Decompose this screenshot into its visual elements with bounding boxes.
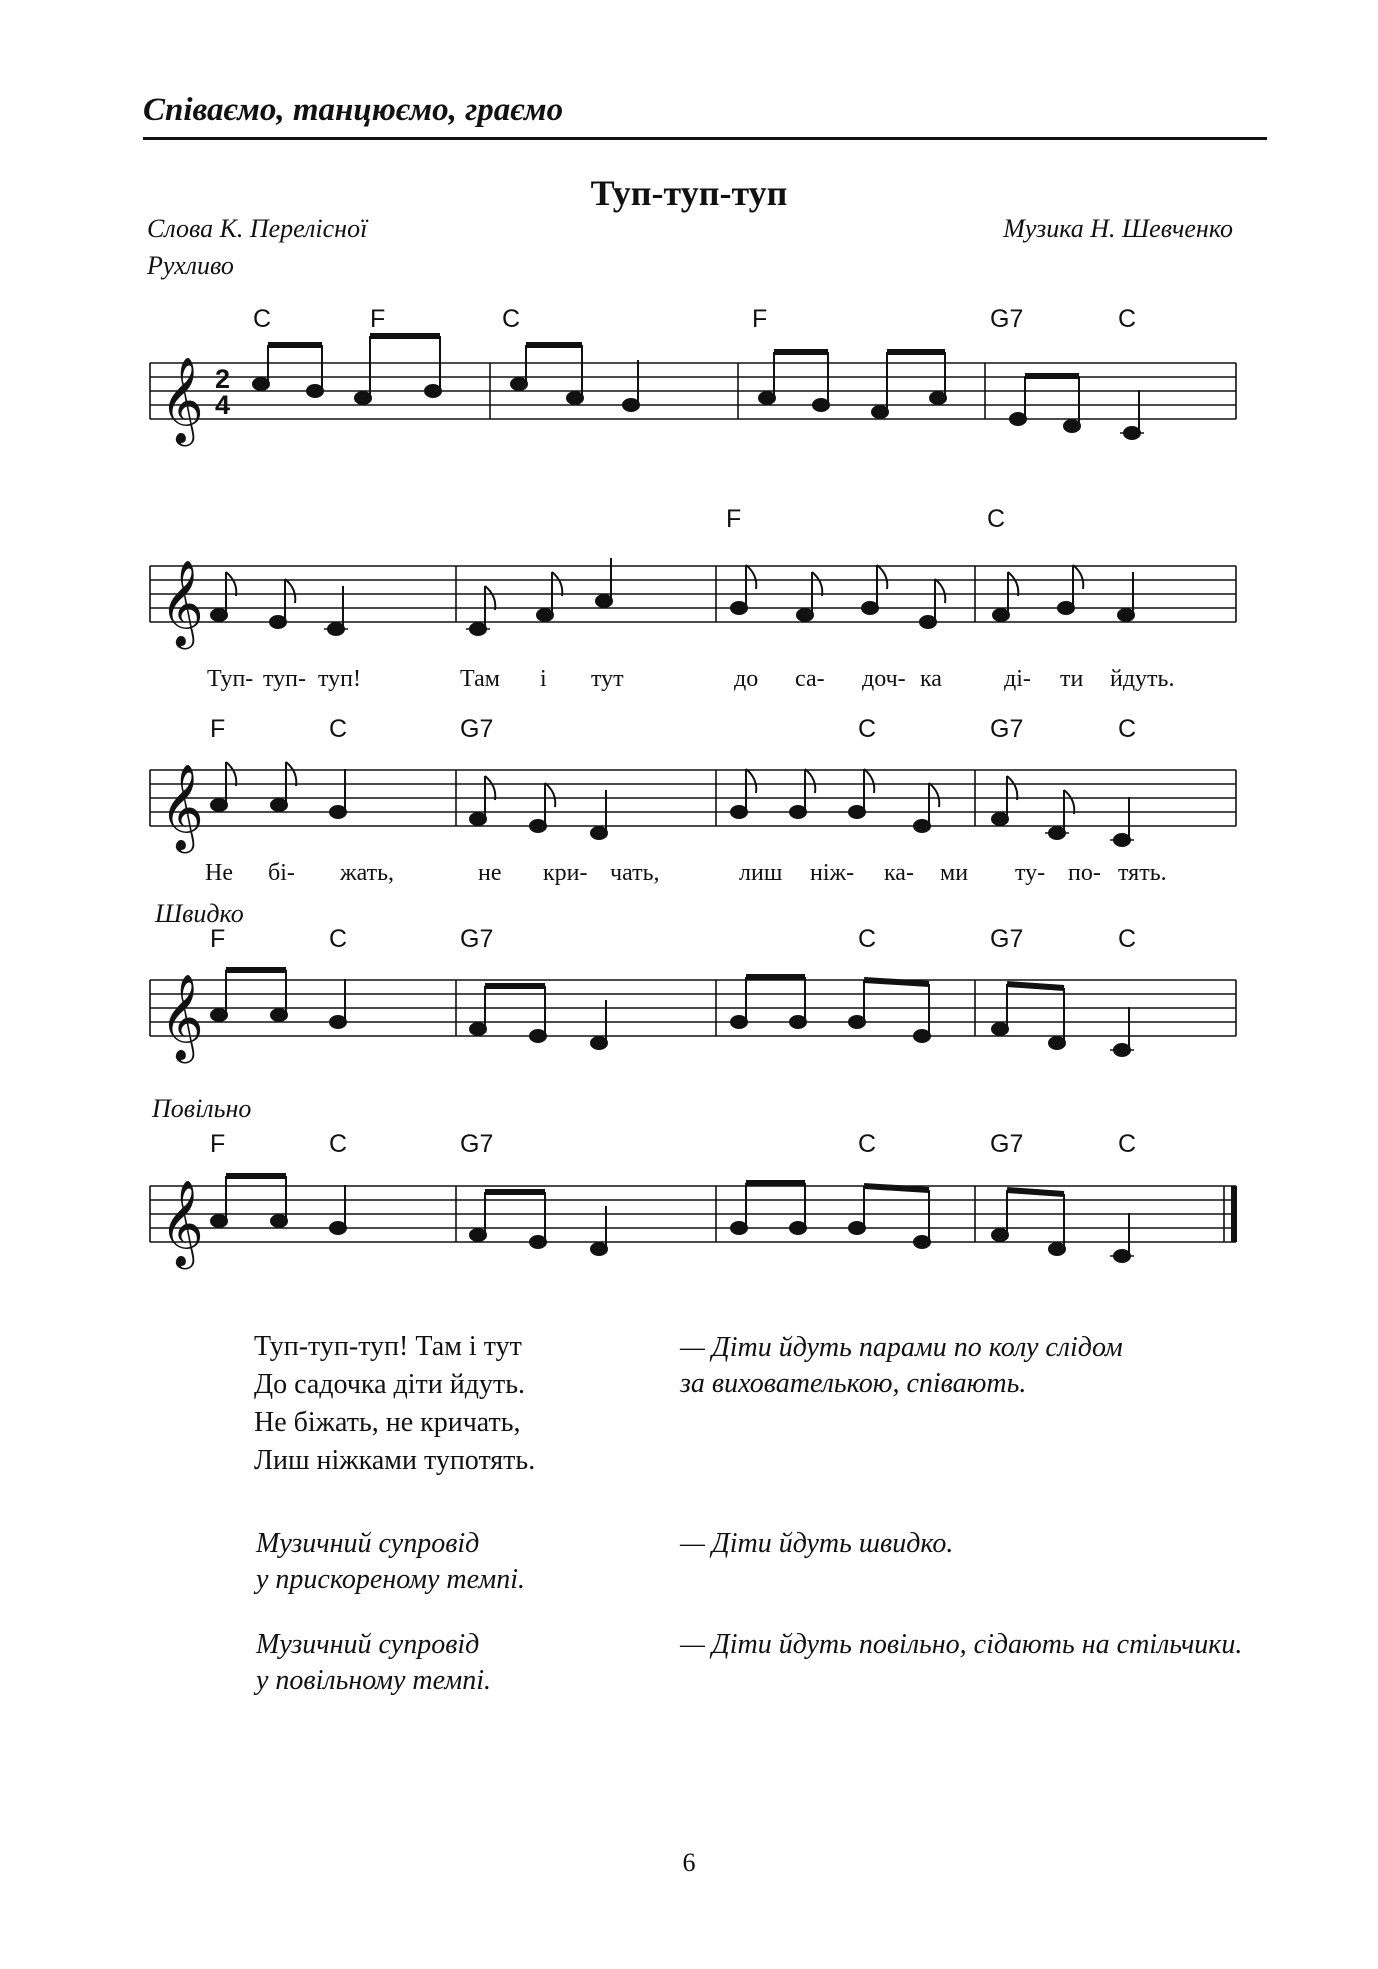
notes-staff-5 [211, 1176, 1134, 1262]
section-header: Співаємо, танцюємо, граємо [143, 92, 564, 128]
treble-clef: 𝄞 [160, 1181, 204, 1264]
chord: G7 [990, 925, 1024, 953]
treble-clef: 𝄞 [160, 358, 204, 441]
tempo-marking: Швидко [155, 899, 244, 928]
lyric-syllable: ніж- [810, 860, 855, 886]
staff-5 [150, 1186, 1236, 1242]
lyric-syllable: жать, [340, 860, 395, 886]
chord: C [987, 505, 1006, 533]
lyric-syllable: по- [1068, 860, 1101, 886]
lyric-syllable: чать, [610, 860, 660, 886]
page-number: 6 [682, 1848, 696, 1877]
lyric-syllable: йдуть. [1110, 666, 1175, 692]
verse-line: Лиш ніжками тупотять. [254, 1445, 536, 1476]
lyric-syllable: Туп- [207, 666, 254, 692]
instruction-line: у прискореному темпі. [256, 1564, 526, 1595]
chord: F [370, 305, 386, 333]
instruction-line: у повільному темпі. [256, 1665, 492, 1696]
instruction-1-action: — Діти йдуть швидко. [680, 1528, 954, 1559]
lyric-syllable: ка- [884, 860, 914, 886]
instruction-line: Музичний супровід [256, 1528, 480, 1559]
lyric-syllable: бі- [268, 860, 295, 886]
chord: G7 [460, 715, 494, 743]
instruction-line: Музичний супровід [256, 1629, 480, 1660]
chord: C [858, 925, 877, 953]
lyric-syllable: Не [205, 860, 233, 886]
notes-staff-4 [211, 970, 1134, 1056]
chord: G7 [990, 1130, 1024, 1158]
lyric-syllable: доч- [862, 666, 906, 692]
verse-line: Не біжать, не кричать, [254, 1407, 521, 1438]
lyric-syllable: до [734, 666, 759, 692]
time-sig-bottom: 4 [215, 390, 231, 420]
chord: F [752, 305, 768, 333]
action-line: — Діти йдуть парами по колу слідом [680, 1332, 1123, 1363]
chord: F [726, 505, 742, 533]
chord: C [1118, 1130, 1137, 1158]
chord: G7 [990, 715, 1024, 743]
chord: F [210, 1130, 226, 1158]
chord: C [502, 305, 521, 333]
instruction-1 [256, 1526, 525, 1598]
action-line: за вихователькою, співають. [680, 1368, 1027, 1399]
verse-action [680, 1330, 1123, 1402]
lyric-syllable: са- [795, 666, 825, 692]
lyric-syllable: туп- [263, 666, 307, 692]
chord: C [1118, 925, 1137, 953]
tempo-marking: Повільно [152, 1094, 252, 1123]
notes-staff-2 [211, 558, 1134, 635]
chord: C [858, 715, 877, 743]
lyric-syllable: і [540, 666, 547, 692]
treble-clef: 𝄞 [160, 765, 204, 848]
staff-3 [150, 770, 1236, 826]
lyric-syllable: тять. [1118, 860, 1167, 886]
instruction-2 [256, 1627, 491, 1699]
chord: G7 [460, 925, 494, 953]
verse-block [254, 1328, 535, 1480]
notes-staff-1 [253, 336, 1144, 439]
chord: F [210, 925, 226, 953]
verse-line: До садочка діти йдуть. [254, 1369, 525, 1400]
notes-staff-3 [211, 762, 1134, 846]
chord: C [858, 1130, 877, 1158]
lyric-syllable: ка [920, 666, 942, 692]
lyric-syllable: туп! [318, 666, 362, 692]
lyric-syllable: кри- [543, 860, 588, 886]
lyric-syllable: ту- [1015, 860, 1046, 886]
lyric-syllable: ми [940, 860, 969, 886]
chord: C [1118, 305, 1137, 333]
chord: C [329, 1130, 348, 1158]
chord: C [329, 925, 348, 953]
chord: C [1118, 715, 1137, 743]
chord: F [210, 715, 226, 743]
song-title: Туп-туп-туп [590, 173, 788, 213]
lyric-syllable: не [478, 860, 502, 886]
composer: Музика Н. Шевченко [1003, 214, 1233, 243]
tempo-marking: Рухливо [147, 251, 234, 280]
treble-clef: 𝄞 [160, 975, 204, 1058]
lyric-syllable: тут [591, 666, 624, 692]
treble-clef: 𝄞 [160, 561, 204, 644]
chord: C [253, 305, 272, 333]
lyric-syllable: Там [460, 666, 500, 692]
time-sig-top: 2 [215, 364, 231, 394]
verse-line: Туп-туп-туп! Там і тут [254, 1331, 522, 1362]
lyricist: Слова К. Перелісної [147, 214, 368, 243]
chord: C [329, 715, 348, 743]
staff-4 [150, 980, 1236, 1036]
chord: G7 [460, 1130, 494, 1158]
lyric-syllable: ти [1060, 666, 1084, 692]
chord: G7 [990, 305, 1024, 333]
instruction-2-action: — Діти йдуть повільно, сідають на стільчики. [680, 1629, 1243, 1660]
lyric-syllable: лиш [739, 860, 783, 886]
lyric-syllable: ді- [1004, 666, 1031, 692]
